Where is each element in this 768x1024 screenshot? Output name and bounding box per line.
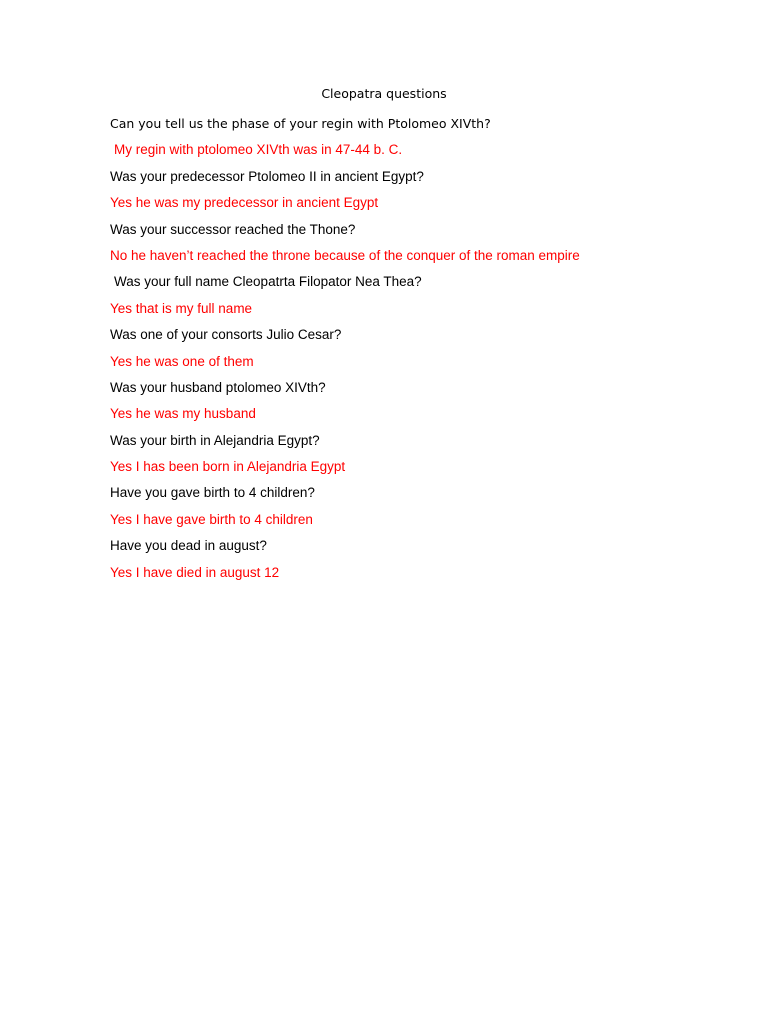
answer-line: My regin with ptolomeo XIVth was in 47-44 b. C. <box>114 142 403 158</box>
question-line: Was your full name Cleopatrta Filopator Nea Thea? <box>114 274 422 290</box>
answer-line: Yes I have gave birth to 4 children <box>110 511 313 527</box>
question-line: Have you dead in august? <box>110 538 267 554</box>
answer-line: Yes I have died in august 12 <box>110 564 280 580</box>
qa-list <box>110 111 730 586</box>
answer-line: No he haven’t reached the throne because of the conquer of the roman empire <box>110 247 580 263</box>
question-line: Was your successor reached the Thone? <box>110 221 356 237</box>
question-line: Can you tell us the phase of your regin with Ptolomeo XIVth? <box>110 116 491 131</box>
question-line: Was one of your consorts Julio Cesar? <box>110 327 342 343</box>
question-line: Was your husband ptolomeo XIVth? <box>110 379 326 395</box>
answer-line: Yes I has been born in Alejandria Egypt <box>110 459 346 475</box>
answer-line: Yes that is my full name <box>110 300 253 316</box>
answer-line: Yes he was one of them <box>110 353 254 369</box>
question-line: Was your predecessor Ptolomeo II in ancient Egypt? <box>110 168 424 184</box>
document-title: Cleopatra questions <box>321 86 447 101</box>
answer-line: Yes he was my husband <box>110 406 256 422</box>
answer-line: Yes he was my predecessor in ancient Egypt <box>110 195 379 211</box>
question-line: Have you gave birth to 4 children? <box>110 485 315 501</box>
question-line: Was your birth in Alejandria Egypt? <box>110 432 320 448</box>
